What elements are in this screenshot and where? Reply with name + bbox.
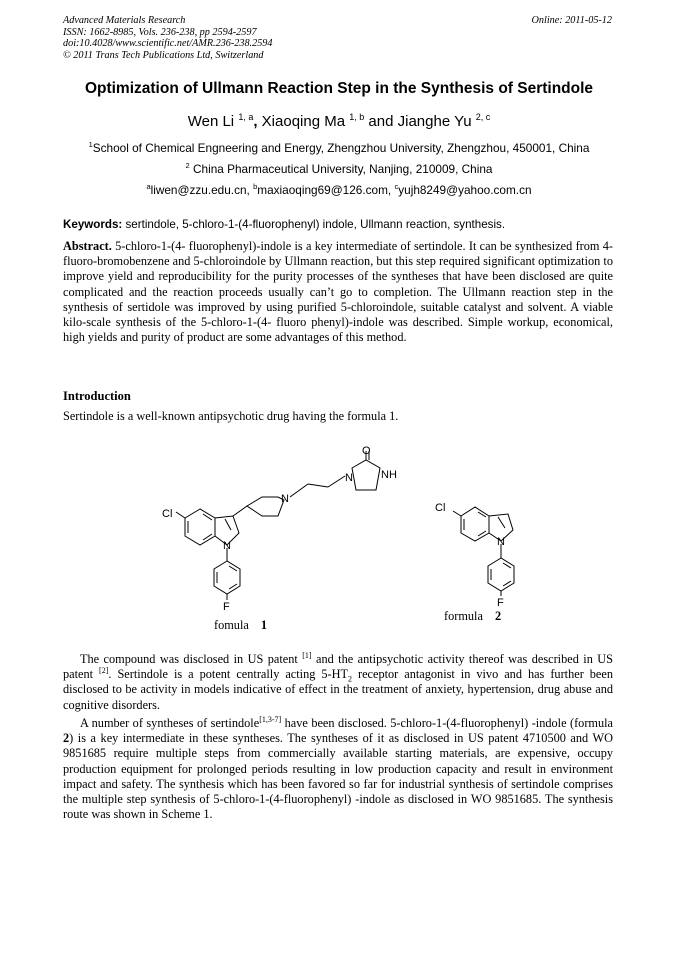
- intro-line: Sertindole is a well-known antipsychotic drug having the formula 1.: [63, 409, 399, 423]
- author-name: Xiaoqing Ma: [261, 113, 346, 130]
- atom-n: N: [223, 540, 231, 552]
- affiliation-1: [0, 140, 678, 155]
- atom-f: F: [497, 597, 504, 609]
- citation: [1,3-7]: [259, 714, 282, 724]
- copyright-line: © 2011 Trans Tech Publications Ltd, Switzerland: [63, 49, 264, 61]
- subscript: 2: [348, 674, 353, 684]
- f1-fluorophenyl-ring: [214, 561, 240, 594]
- f2-benzene-ring: [461, 507, 489, 541]
- affiliation-2: [0, 161, 678, 176]
- text-run: have been disclosed. 5-chloro-1-(4-fluorophenyl) -indole (formula: [281, 716, 614, 730]
- keywords-text: sertindole, 5-chloro-1-(4-fluorophenyl) indole, Ullmann reaction, synthesis.: [122, 218, 506, 231]
- keywords-label: Keywords:: [63, 218, 123, 231]
- affiliation-superscript: 2: [185, 161, 190, 170]
- atom-f: F: [223, 601, 230, 613]
- citation: [1]: [302, 650, 312, 660]
- email-c: yujh8249@yahoo.com.cn: [398, 182, 532, 197]
- abstract-label: Abstract.: [63, 239, 112, 253]
- piperidine-ring: [247, 497, 284, 516]
- affiliation-text: School of Chemical Engneering and Energy, Zhengzhou University, Zhengzhou, 450001, China: [92, 140, 590, 155]
- text-run: . Sertindole is a potent centrally acting 5-HT: [108, 667, 349, 682]
- author-list: [0, 112, 678, 130]
- issn-line: ISSN: 1662-8985, Vols. 236-238, pp 2594-2597: [63, 26, 257, 38]
- doi-line: doi:10.4028/www.scientific.net/AMR.236-238.2594: [63, 38, 273, 50]
- atom-n: N: [345, 472, 353, 484]
- atom-n: N: [497, 536, 505, 548]
- affiliation-superscript: 1: [88, 140, 93, 149]
- author-superscript: 1, b: [349, 112, 365, 122]
- abstract: [63, 239, 613, 345]
- email-line: [0, 182, 678, 197]
- caption-text: fomula: [214, 618, 249, 632]
- keywords: [63, 218, 615, 231]
- email-superscript: b: [253, 182, 258, 191]
- caption-number: 2: [494, 609, 502, 623]
- author-separator: ,: [253, 113, 262, 130]
- formula-2-caption: [444, 609, 501, 624]
- abstract-text: 5-chloro-1-(4- fluorophenyl)-indole is a key intermediate of sertindole. It can be synthesized from 4-fluoro-bromobenzene and 5-chloroindole by Ullmann reaction, but this step required significant optimization to improve yield and reproducibility for the purity processes of the syntheses that have been disclosed are quite complicated and the reaction proceeds usually can’t go to completion. The Ullmann reaction step in the synthesis of sertidole was improved by using purified 5-chloroindole, suitable catalyst and solvent. A viable kilo-scale synthesis of the 5-chloro-1-(4- fluoro phenyl)-indole was described. Simple workup, economical, high yields and purity of product are some advantages of this method.: [63, 239, 613, 345]
- chemical-structures-figure: [0, 430, 678, 640]
- body-paragraph-2: [63, 716, 613, 822]
- text-run: A number of syntheses of sertindole: [80, 716, 260, 730]
- atom-cl: Cl: [435, 502, 446, 514]
- affiliation-text: China Pharmaceutical University, Nanjing, 210009, China: [193, 161, 493, 176]
- text-run: and the antipsychotic activity thereof was described in US patent: [63, 652, 613, 682]
- author-name: Wen Li: [187, 113, 235, 130]
- caption-text: formula: [444, 609, 483, 623]
- text-run: The compound was disclosed in US patent: [80, 652, 303, 666]
- imidazolidinone-ring: [352, 460, 380, 490]
- atom-nh: NH: [381, 469, 397, 481]
- email-b: maxiaoqing69@126.com,: [257, 182, 395, 197]
- email-a: liwen@zzu.edu.cn,: [150, 182, 254, 197]
- body-paragraph-1: [63, 652, 613, 713]
- journal-name: Advanced Materials Research: [63, 15, 186, 26]
- citation: [2]: [99, 666, 109, 676]
- email-superscript: a: [146, 182, 151, 191]
- author-superscript: 1, a: [238, 112, 254, 122]
- f1-benzene-ring: [185, 509, 215, 545]
- atom-n: N: [281, 493, 289, 505]
- f2-fluorophenyl-ring: [488, 558, 514, 591]
- atom-cl: Cl: [162, 508, 173, 520]
- author-name: Jianghe Yu: [397, 113, 472, 130]
- journal-header: [63, 15, 272, 61]
- section-heading: Introduction: [63, 389, 131, 403]
- text-run: receptor antagonist in vivo and has further been disclosed to be activity in models indicative of effect in the treatment of anxiety, hypertension, drug abuse and cognitive disorders.: [63, 667, 613, 712]
- author-superscript: 2, c: [475, 112, 491, 122]
- formula-1-caption: [214, 618, 267, 633]
- caption-number: 1: [260, 618, 267, 632]
- online-date: Online: 2011-05-12: [531, 15, 612, 26]
- author-separator: and: [364, 113, 398, 130]
- email-superscript: c: [394, 182, 399, 191]
- atom-o: O: [362, 445, 371, 457]
- formula-ref: 2: [63, 731, 70, 746]
- text-run: ) is a key intermediate in these syntheses. The syntheses of it as disclosed in US patent 4710500 and WO 9851685 require multiple steps from commercially available starting materials, are expensive, occupy production equipment for prolonged periods resulting in low production capacity and result in environment impact and safety. The synthesis which has been favored so far for industrial synthesis of sertindole comprises the multiple step synthesis of 5-chloro-1-(4-fluorophenyl) -indole as disclosed in WO 9851685. The synthesis route was shown in Scheme 1.: [63, 731, 613, 822]
- paper-title: Optimization of Ullmann Reaction Step in the Synthesis of Sertindole: [84, 80, 594, 97]
